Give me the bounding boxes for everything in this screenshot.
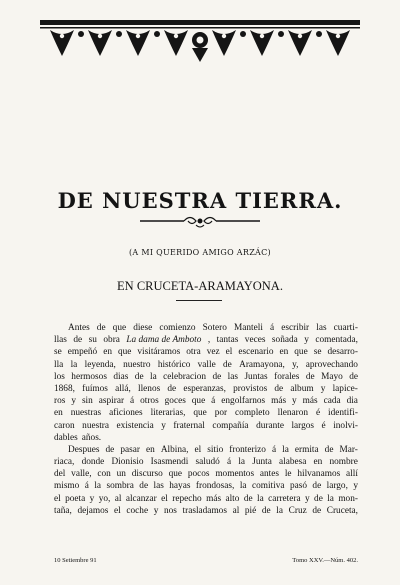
article-title: DE NUESTRA TIERRA.	[57, 188, 343, 213]
body-line: riaca, donde Dionisio Isasmendi saludó á la Junta alabesa en nombre	[54, 457, 358, 468]
body-line: caron nuestra existencia y fraternal compañía durante largos é inolvi-	[54, 420, 358, 431]
body-line: ros y sin aspirar á otros goces que á engolfarnos más y más cada dia	[54, 396, 358, 407]
article-subtitle: EN CRUCETA-ARAMAYONA.	[117, 279, 283, 293]
footer-date: 10 Setiembre 91	[54, 557, 97, 564]
title-flourish-divider	[140, 214, 260, 228]
header-ornament-band	[40, 18, 360, 66]
subtitle-rule	[176, 300, 222, 301]
body-line: se empeñó en que visitáramos otra vez el escenario en que se desarro-	[54, 347, 358, 358]
dedication-line: (A MI QUERIDO AMIGO ARZÁC)	[129, 248, 271, 257]
body-line: Antes de que diese comienzo Sotero Manteli á escribir las cuarti-	[68, 323, 358, 333]
article-body	[54, 322, 358, 517]
body-line: Despues de pasar en Albina, el sitio fronterizo á la ermita de Mar-	[68, 444, 358, 455]
body-line: del valle, con un discurso que pocos momentos antes le hilvanamos allí	[54, 469, 358, 480]
body-line: llas de su obra La dama de Amboto , tantas veces soñada y comentada,	[54, 335, 358, 346]
body-line: en nuestras aficiones literarias, que por completo llenaron é identifi-	[54, 408, 358, 419]
body-line: los hermosos dias de la celebracion de las Juntas forales de Mayo de	[54, 371, 358, 382]
body-line: taña, dejamos el coche y nos trasladamos al pié de la Cruz de Cruceta,	[54, 505, 358, 516]
body-line: mismo á la sombra de las hayas frondosas, la comitiva pasó de largo, y	[54, 481, 358, 492]
footer-volume-number: Tomo XXV.—Núm. 402.	[292, 557, 358, 564]
body-line: dables años.	[54, 432, 102, 443]
body-line: el poeta y yo, al alcanzar el repecho más alto de la carretera y de la mon-	[54, 493, 358, 504]
body-line: lla la leyenda, nuestro histórico valle de Aramayona, y, aprovechando	[54, 359, 358, 370]
body-line: 1868, fuímos allá, llenos de esperanzas, provistos de album y lapice-	[54, 383, 358, 394]
